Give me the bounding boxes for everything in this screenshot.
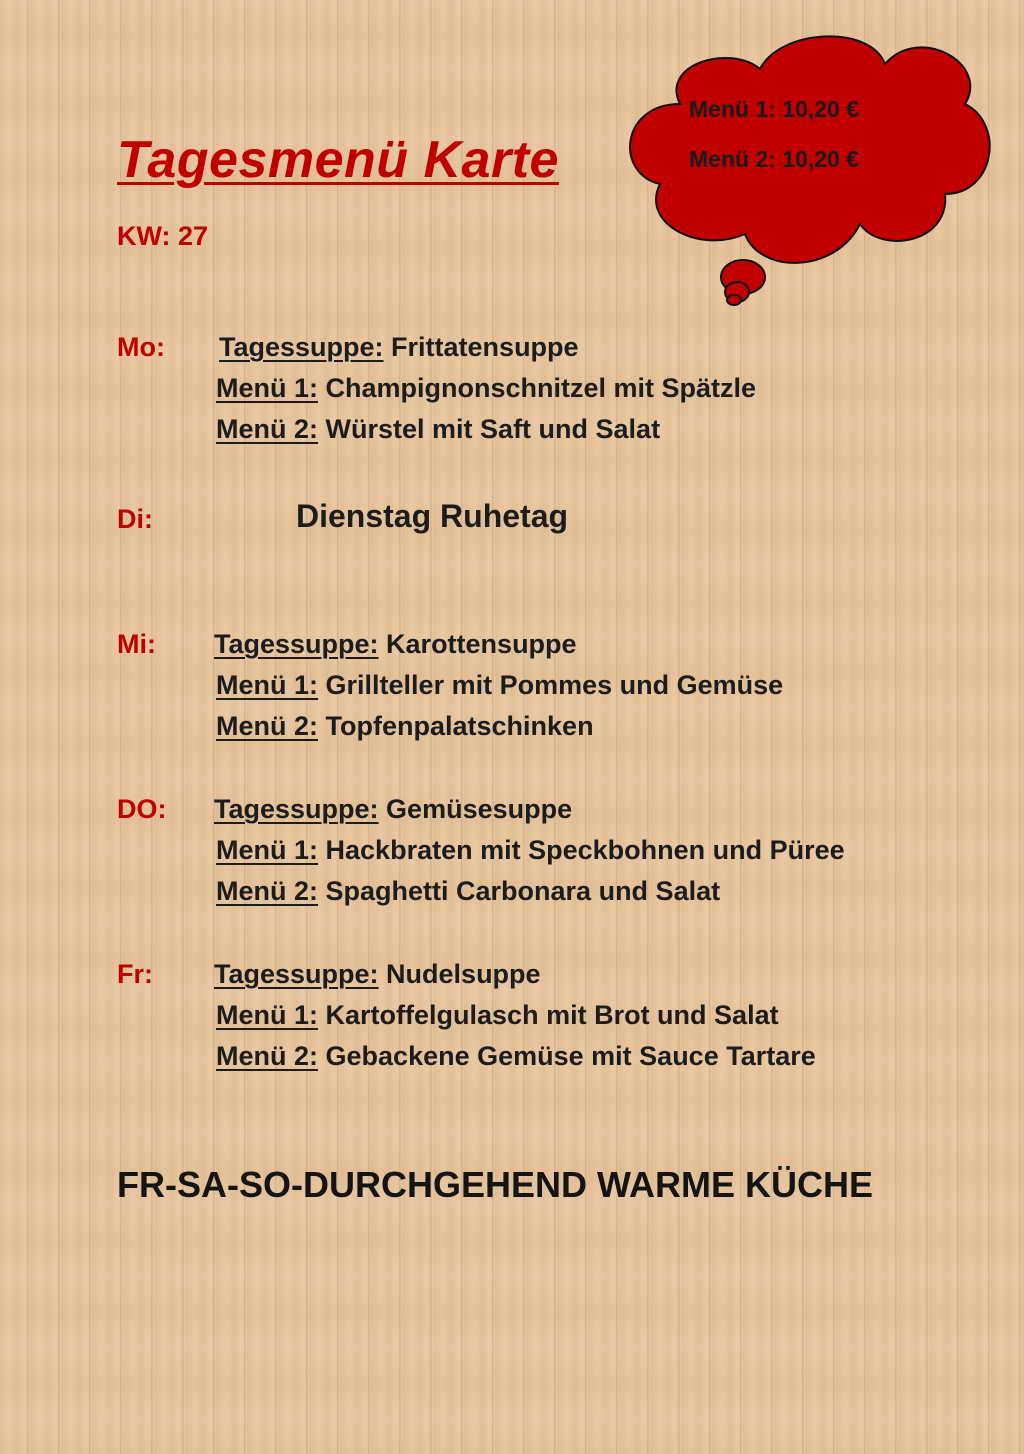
do-menu2-line bbox=[216, 876, 720, 907]
footer-note: FR-SA-SO-DURCHGEHEND WARME KÜCHE bbox=[117, 1164, 873, 1205]
menu1-label: Menü 1: bbox=[216, 835, 319, 865]
week-number: KW: 27 bbox=[117, 221, 209, 251]
mi-menu2-line bbox=[216, 711, 594, 742]
menu1-label: Menü 1: bbox=[216, 373, 319, 403]
soup-label: Tagessuppe: bbox=[214, 959, 379, 989]
do-soup-line bbox=[214, 794, 572, 825]
day-label-mi: Mi: bbox=[117, 629, 156, 659]
mo-menu2-line bbox=[216, 414, 660, 445]
fr-menu2: Gebackene Gemüse mit Sauce Tartare bbox=[325, 1041, 816, 1071]
price-menu-2: Menü 2: 10,20 € bbox=[689, 146, 860, 172]
fr-soup: Nudelsuppe bbox=[386, 959, 541, 989]
mo-menu1: Champignonschnitzel mit Spätzle bbox=[325, 373, 757, 403]
menu2-label: Menü 2: bbox=[216, 711, 319, 741]
soup-label: Tagessuppe: bbox=[214, 629, 379, 659]
day-label-di: Di: bbox=[117, 504, 153, 534]
mo-soup-line bbox=[219, 332, 579, 363]
cloud-bubble-small bbox=[727, 295, 741, 305]
page-title: Tagesmenü Karte bbox=[117, 131, 559, 189]
day-label-mo: Mo: bbox=[117, 332, 165, 362]
fr-menu1: Kartoffelgulasch mit Brot und Salat bbox=[325, 1000, 779, 1030]
mi-menu1-line bbox=[216, 670, 783, 701]
mi-menu2: Topfenpalatschinken bbox=[325, 711, 594, 741]
do-menu1: Hackbraten mit Speckbohnen und Püree bbox=[325, 835, 845, 865]
mi-menu1: Grillteller mit Pommes und Gemüse bbox=[325, 670, 784, 700]
mi-soup: Karottensuppe bbox=[386, 629, 577, 659]
fr-soup-line bbox=[214, 959, 541, 990]
do-soup: Gemüsesuppe bbox=[386, 794, 573, 824]
menu2-label: Menü 2: bbox=[216, 414, 319, 444]
soup-label: Tagessuppe: bbox=[214, 794, 379, 824]
mi-soup-line bbox=[214, 629, 577, 660]
do-menu1-line bbox=[216, 835, 845, 866]
fr-menu2-line bbox=[216, 1041, 816, 1072]
menu1-label: Menü 1: bbox=[216, 670, 319, 700]
price-menu-1: Menü 1: 10,20 € bbox=[689, 96, 860, 122]
mo-soup: Frittatensuppe bbox=[391, 332, 579, 362]
day-label-do: DO: bbox=[117, 794, 167, 824]
fr-menu1-line bbox=[216, 1000, 779, 1031]
menu2-label: Menü 2: bbox=[216, 876, 319, 906]
do-menu2: Spaghetti Carbonara und Salat bbox=[325, 876, 721, 906]
menu1-label: Menü 1: bbox=[216, 1000, 319, 1030]
day-label-fr: Fr: bbox=[117, 959, 153, 989]
di-closed-note: Dienstag Ruhetag bbox=[296, 498, 569, 534]
soup-label: Tagessuppe: bbox=[219, 332, 384, 362]
menu2-label: Menü 2: bbox=[216, 1041, 319, 1071]
mo-menu1-line bbox=[216, 373, 756, 404]
mo-menu2: Würstel mit Saft und Salat bbox=[325, 414, 661, 444]
